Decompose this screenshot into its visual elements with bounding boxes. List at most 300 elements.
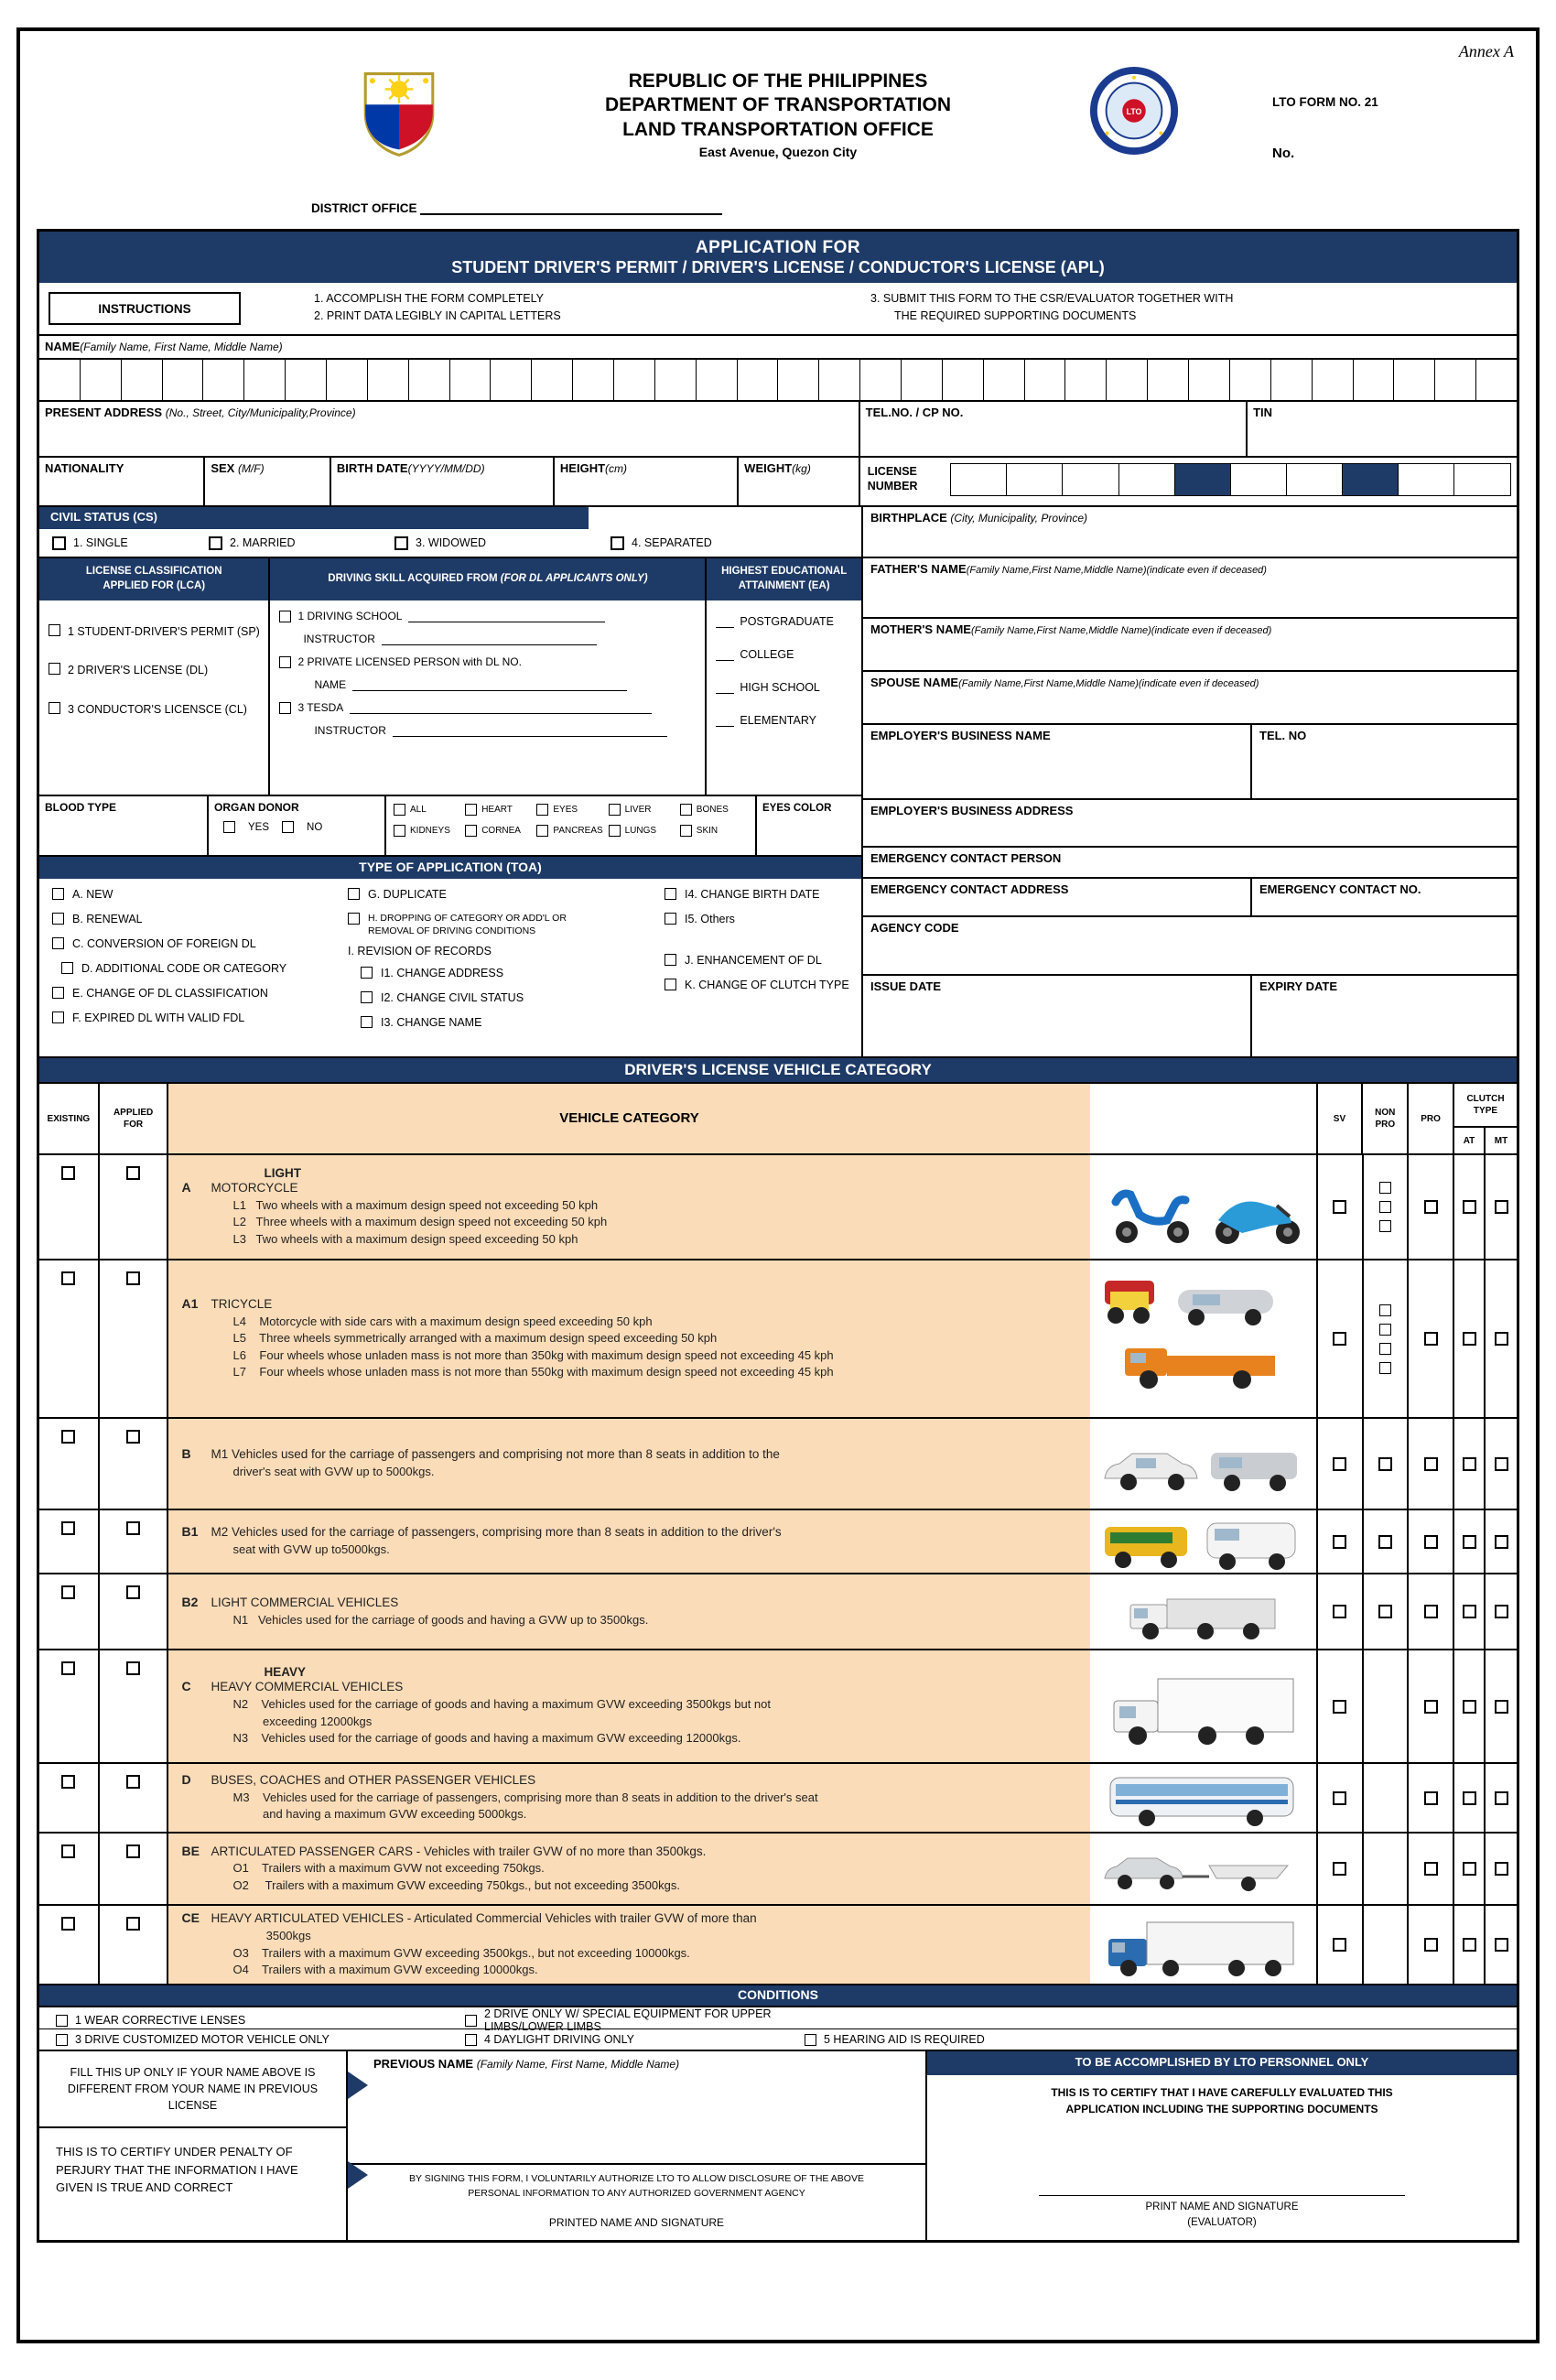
tesda-checkbox[interactable] — [279, 702, 291, 714]
sex-label: SEX — [211, 461, 235, 475]
mt-d-checkbox[interactable] — [1495, 1791, 1508, 1805]
organ-cornea-checkbox[interactable] — [465, 825, 477, 837]
widowed-checkbox[interactable] — [394, 536, 408, 550]
evaluator-label: PRINT NAME AND SIGNATURE (EVALUATOR) — [1145, 2201, 1299, 2228]
mt-be-checkbox[interactable] — [1495, 1862, 1508, 1876]
father-name-field[interactable]: FATHER'S NAME(Family Name,First Name,Middle Name)(indicate even if deceased) — [863, 557, 1517, 617]
toa-expired-dl-checkbox[interactable] — [52, 1012, 64, 1023]
sex-hint: (M/F) — [237, 462, 265, 475]
lca-option-cl: 3 CONDUCTOR'S LICENSCE (CL) — [49, 702, 263, 717]
name-label: NAME — [45, 340, 81, 353]
mt-b1-checkbox[interactable] — [1495, 1535, 1508, 1549]
driving-school-checkbox[interactable] — [279, 611, 291, 622]
pro-ce-checkbox[interactable] — [1424, 1938, 1438, 1952]
college-field[interactable] — [716, 650, 734, 661]
vehicle-category-column-header: VEHICLE CATEGORY — [168, 1084, 1089, 1153]
nonpro-a1-l6-checkbox[interactable] — [1379, 1343, 1391, 1355]
light-truck-image — [1097, 1583, 1308, 1641]
category-ce: CE HEAVY ARTICULATED VEHICLES - Articulated Commercial Vehicles with trailer GVW of more than 3500kgs O3 Trailers with a maximum GVW exceeding 3500kgs., but not exceeding 10000kgs. O4 Trailers with a maximum GVW exceeding 10000kgs. — [168, 1906, 1089, 1984]
tin-label: TIN — [1253, 406, 1273, 419]
instructions-label: INSTRUCTIONS — [49, 292, 241, 325]
lca-column — [39, 558, 270, 795]
category-a: LIGHT A MOTORCYCLE L1 Two wheels with a maximum design speed not exceeding 50 kph L2 Three wheels with a maximum design speed not exceeding 50 kph L3 Two wheels with a maximum design speed exceeding 50 kph — [168, 1155, 1089, 1259]
toa-renewal-checkbox[interactable] — [52, 913, 64, 925]
organ-eyes-checkbox[interactable] — [536, 804, 548, 816]
classification-section — [39, 558, 861, 795]
toa-dropping-checkbox[interactable] — [348, 913, 360, 925]
name-label-row — [39, 334, 1517, 358]
nonpro-a-l1-checkbox[interactable] — [1379, 1182, 1391, 1194]
at-c-checkbox[interactable] — [1463, 1700, 1476, 1714]
instructor-2-row: INSTRUCTOR — [279, 724, 697, 737]
driving-skill-body — [270, 600, 705, 737]
title-bar — [39, 232, 1517, 283]
toa-conversion-checkbox[interactable] — [52, 937, 64, 949]
vehicle-row-a1 — [39, 1259, 1517, 1417]
at-b2-checkbox[interactable] — [1463, 1605, 1476, 1618]
civil-status-options — [39, 529, 861, 558]
previous-name-hint: (Family Name, First Name, Middle Name) — [476, 2058, 680, 2071]
no-label: No. — [1272, 146, 1295, 161]
printed-name-signature-label: PRINTED NAME AND SIGNATURE — [548, 2216, 725, 2229]
conductors-license-checkbox[interactable] — [49, 702, 60, 714]
semi-trailer-image — [1097, 1911, 1308, 1979]
mt-c-checkbox[interactable] — [1495, 1700, 1508, 1714]
nonpro-a-l3-checkbox[interactable] — [1379, 1220, 1391, 1232]
toa-change-address: I1. CHANGE ADDRESS — [348, 967, 665, 979]
toa-change-civil-status: I2. CHANGE CIVIL STATUS — [348, 991, 665, 1004]
existing-a-checkbox[interactable] — [61, 1166, 75, 1180]
header-republic: REPUBLIC OF THE PHILIPPINES — [628, 70, 928, 92]
title-line-1: APPLICATION FOR — [695, 238, 861, 257]
organ-pancreas-checkbox[interactable] — [536, 825, 548, 837]
condition-1: 1 WEAR CORRECTIVE LENSES — [56, 2014, 465, 2027]
mt-ce-checkbox[interactable] — [1495, 1938, 1508, 1952]
instructions-left — [241, 283, 863, 334]
tesda-option: 3 TESDA — [279, 701, 697, 714]
blood-type-label: BLOOD TYPE — [45, 801, 117, 814]
applied-ce-checkbox[interactable] — [126, 1917, 140, 1931]
existing-d-checkbox[interactable] — [61, 1775, 75, 1789]
philippine-coat-of-arms-icon — [357, 68, 441, 161]
toa-bar: TYPE OF APPLICATION (TOA) — [39, 855, 861, 879]
tesda-field[interactable] — [350, 703, 652, 714]
existing-b2-checkbox[interactable] — [61, 1585, 75, 1599]
sv-c-checkbox[interactable] — [1333, 1700, 1346, 1714]
toa-enhancement-checkbox[interactable] — [665, 954, 676, 966]
lca-option-dl: 2 DRIVER'S LICENSE (DL) — [49, 663, 263, 677]
issue-date-field[interactable]: ISSUE DATE — [863, 976, 1252, 1058]
height-label: HEIGHT — [559, 461, 606, 475]
non-pro-column-header: NON PRO — [1363, 1084, 1409, 1153]
pro-b-checkbox[interactable] — [1424, 1457, 1438, 1471]
organ-donor-label: ORGAN DONOR — [214, 801, 299, 814]
form-body — [37, 229, 1519, 2243]
toa-change-clutch: K. CHANGE OF CLUTCH TYPE — [665, 979, 861, 991]
existing-be-checkbox[interactable] — [61, 1844, 75, 1858]
middle-two-column-area — [39, 505, 1517, 1056]
lto-personnel-bar: TO BE ACCOMPLISHED BY LTO PERSONNEL ONLY — [927, 2051, 1517, 2075]
present-address-field[interactable] — [39, 402, 860, 456]
high-school-field[interactable] — [716, 683, 734, 694]
sv-b-checkbox[interactable] — [1333, 1457, 1346, 1471]
tel-label: TEL.NO. / CP NO. — [865, 406, 964, 419]
toa-expired-dl: F. EXPIRED DL WITH VALID FDL — [52, 1012, 348, 1024]
applied-be-checkbox[interactable] — [126, 1844, 140, 1858]
nonpro-a1-l4-checkbox[interactable] — [1379, 1304, 1391, 1316]
vehicle-table-header — [39, 1082, 1517, 1153]
nonpro-a1-l5-checkbox[interactable] — [1379, 1324, 1391, 1336]
civil-status-single: 1. SINGLE — [39, 536, 209, 550]
driving-school-option: 1 DRIVING SCHOOL — [279, 610, 697, 622]
present-address-label: PRESENT ADDRESS — [45, 406, 163, 419]
toa-options — [39, 879, 861, 1060]
category-b: B M1 Vehicles used for the carriage of passengers and comprising not more than 8 seats in addition to the driver's seat with GVW up to 5000kgs. — [168, 1419, 1089, 1509]
existing-b-checkbox[interactable] — [61, 1430, 75, 1444]
vehicle-row-be — [39, 1832, 1517, 1904]
present-address-hint: (No., Street, City/Municipality,Province) — [165, 406, 356, 419]
category-a1: A1 TRICYCLE L4 Motorcycle with side cars with a maximum design speed exceeding 50 kph L5 Three wheels symmetrically arranged with a maximum design speed exceeding 50 kph L6 Four wheels whose unladen mass is not more than 350kg with maximum design speed not exceeding 45 kph L7 Four wheels whose unladen mass is not more than 550kg with maximum design speed not exceeding 45 kph — [168, 1260, 1089, 1417]
toa-change-address-checkbox[interactable] — [361, 967, 373, 979]
driving-school-field[interactable] — [408, 611, 605, 622]
lca-header: LICENSE CLASSIFICATION APPLIED FOR (LCA) — [39, 558, 268, 600]
nonpro-a1-l7-checkbox[interactable] — [1379, 1362, 1391, 1374]
name-hint: (Family Name, First Name, Middle Name) — [80, 341, 283, 353]
instruction-1: 1. ACCOMPLISH THE FORM COMPLETELY — [314, 292, 544, 305]
civil-status-married: 2. MARRIED — [209, 536, 394, 550]
nonpro-b1-checkbox[interactable] — [1378, 1535, 1392, 1549]
address-row — [39, 400, 1517, 456]
at-a-checkbox[interactable] — [1463, 1200, 1476, 1214]
bottom-left-column — [39, 2051, 348, 2240]
form-page — [16, 27, 1540, 2343]
header-office: LAND TRANSPORTATION OFFICE — [622, 118, 934, 140]
organ-kidneys-checkbox[interactable] — [394, 825, 405, 837]
organ-donor-yes-checkbox[interactable] — [223, 821, 235, 833]
sv-column-header: SV — [1318, 1084, 1364, 1153]
toa-change-birth-date: I4. CHANGE BIRTH DATE — [665, 888, 861, 901]
birthplace-hint: (City, Municipality, Province) — [950, 512, 1087, 525]
instructor-1-field[interactable] — [382, 634, 597, 645]
toa-others-checkbox[interactable] — [665, 913, 676, 925]
perjury-certification: THIS IS TO CERTIFY UNDER PENALTY OF PERJURY THAT THE INFORMATION I HAVE GIVEN IS TRUE AND CORRECT — [56, 2145, 298, 2194]
tricycle-image — [1097, 1266, 1308, 1412]
sv-a-checkbox[interactable] — [1333, 1200, 1346, 1214]
bottom-section — [39, 2050, 1517, 2240]
condition-3: 3 DRIVE CUSTOMIZED MOTOR VEHICLE ONLY — [56, 2033, 465, 2046]
fill-up-notice: FILL THIS UP ONLY IF YOUR NAME ABOVE IS DIFFERENT FROM YOUR NAME IN PREVIOUS LICENSE — [39, 2051, 346, 2128]
title-line-2: STUDENT DRIVER'S PERMIT / DRIVER'S LICENSE / CONDUCTOR'S LICENSE (APL) — [451, 258, 1105, 276]
category-c: HEAVY C HEAVY COMMERCIAL VEHICLES N2 Vehicles used for the carriage of goods and having a maximum GVW exceeding 3500kgs but not exceeding 12000kgs N3 Vehicles used for the carriage of goods and having a maximum GVW exceeding 12000kgs. — [168, 1650, 1089, 1762]
sv-d-checkbox[interactable] — [1333, 1791, 1346, 1805]
existing-a1-checkbox[interactable] — [61, 1271, 75, 1285]
arrow-right-icon — [348, 2072, 368, 2099]
pro-a-checkbox[interactable] — [1424, 1200, 1438, 1214]
category-d: D BUSES, COACHES and OTHER PASSENGER VEHICLES M3 Vehicles used for the carriage of passengers, comprising more than 8 seats in addition to the driver's seat and having a maximum GVW exceeding 5000kgs. — [168, 1764, 1089, 1832]
vehicle-row-b1 — [39, 1509, 1517, 1573]
evaluator-certification: THIS IS TO CERTIFY THAT I HAVE CAREFULLY EVALUATED THIS APPLICATION INCLUDING THE SUPPORTING DOCUMENTS — [1051, 2086, 1393, 2115]
organ-bones-checkbox[interactable] — [680, 804, 692, 816]
applied-a-checkbox[interactable] — [126, 1166, 140, 1180]
applied-b-checkbox[interactable] — [126, 1430, 140, 1444]
jeepney-van-image — [1097, 1510, 1308, 1573]
sv-ce-checkbox[interactable] — [1333, 1938, 1346, 1952]
sex-field[interactable] — [205, 458, 331, 505]
instructor-1-row: INSTRUCTOR — [279, 633, 697, 645]
applied-c-checkbox[interactable] — [126, 1661, 140, 1675]
education-body — [707, 600, 861, 727]
sv-a1-checkbox[interactable] — [1333, 1332, 1346, 1346]
private-person-name-row: NAME — [279, 678, 697, 691]
category-be: BE ARTICULATED PASSENGER CARS - Vehicles with trailer GVW of no more than 3500kgs. O1 Trailers with a maximum GVW not exceeding 750kgs. O2 Trailers with a maximum GVW exceeding 750kgs., but not exceeding 3500kgs. — [168, 1834, 1089, 1904]
license-number-field — [860, 458, 1517, 505]
weight-hint: (kg) — [792, 462, 811, 475]
employer-address-field[interactable]: EMPLOYER'S BUSINESS ADDRESS — [863, 798, 1517, 846]
condition-2-checkbox[interactable] — [465, 2015, 477, 2027]
instructions-right — [863, 283, 1517, 334]
toa-new: A. NEW — [52, 888, 348, 901]
authorization-notice: BY SIGNING THIS FORM, I VOLUNTARILY AUTHORIZE LTO TO ALLOW DISCLOSURE OF THE ABOVE PERSONAL INFORMATION TO ANY AUTHORIZED GOVERNMENT AGENCY — [348, 2163, 925, 2209]
nonpro-a-l2-checkbox[interactable] — [1379, 1201, 1391, 1213]
left-column — [39, 507, 863, 1056]
nonpro-b-checkbox[interactable] — [1378, 1457, 1392, 1471]
instructor-2-field[interactable] — [393, 726, 667, 737]
blood-organ-row — [39, 795, 861, 855]
at-column-header: AT — [1454, 1128, 1486, 1153]
toa-conversion: C. CONVERSION OF FOREIGN DL — [52, 937, 348, 950]
motorcycle-image — [1097, 1163, 1308, 1250]
applied-for-column-header: APPLIED FOR — [100, 1084, 169, 1153]
svg-text:LTO: LTO — [1126, 106, 1142, 116]
previous-name-field[interactable] — [348, 2051, 925, 2163]
birth-date-label: BIRTH DATE — [336, 461, 408, 475]
expiry-date-field[interactable]: EXPIRY DATE — [1259, 979, 1338, 993]
organ-donor-no-checkbox[interactable] — [282, 821, 294, 833]
vehicle-category-title: DRIVER'S LICENSE VEHICLE CATEGORY — [39, 1056, 1517, 1082]
at-a1-checkbox[interactable] — [1463, 1332, 1476, 1346]
toa-change-birth-date-checkbox[interactable] — [665, 888, 676, 900]
elementary-field[interactable] — [716, 716, 734, 727]
toa-others: I5. Others — [665, 913, 861, 925]
box-truck-image — [1097, 1661, 1308, 1752]
private-person-checkbox[interactable] — [279, 656, 291, 668]
passenger-car-image — [1097, 1427, 1308, 1500]
organ-liver-checkbox[interactable] — [609, 804, 621, 816]
civil-status-separated: 4. SEPARATED — [611, 536, 861, 550]
organs-cell: ALL HEART EYES LIVER BONES KIDNEYS CORNEA PANCREAS LUNGS SKIN — [386, 796, 757, 855]
agency-code-field[interactable]: AGENCY CODE — [863, 915, 1517, 974]
toa-change-classification-checkbox[interactable] — [52, 987, 64, 999]
district-office-field[interactable] — [420, 203, 722, 215]
postgraduate-field[interactable] — [716, 617, 734, 628]
mt-column-header: MT — [1494, 1135, 1508, 1146]
drivers-license-checkbox[interactable] — [49, 663, 60, 675]
weight-field[interactable] — [739, 458, 860, 505]
existing-b1-checkbox[interactable] — [61, 1521, 75, 1535]
annex-label: Annex A — [1458, 42, 1514, 60]
height-hint: (cm) — [605, 462, 628, 475]
header-address: East Avenue, Quezon City — [698, 144, 858, 159]
student-permit-checkbox[interactable] — [49, 624, 60, 636]
condition-5: 5 HEARING AID IS REQUIRED — [805, 2033, 1517, 2046]
right-column — [863, 507, 1517, 1056]
toa-change-name-checkbox[interactable] — [361, 1016, 373, 1028]
height-field[interactable] — [555, 458, 739, 505]
at-d-checkbox[interactable] — [1463, 1791, 1476, 1805]
nonpro-b2-checkbox[interactable] — [1378, 1605, 1392, 1618]
pro-column-header: PRO — [1409, 1084, 1454, 1153]
emergency-person-field[interactable]: EMERGENCY CONTACT PERSON — [863, 846, 1517, 877]
category-b1: B1 M2 Vehicles used for the carriage of passengers, comprising more than 8 seats in addition to the driver's seat with GVW up to5000kgs. — [168, 1510, 1089, 1573]
lto-seal-icon — [1089, 66, 1179, 156]
organ-heart-checkbox[interactable] — [465, 804, 477, 816]
education-column — [707, 558, 861, 795]
spouse-name-field[interactable]: SPOUSE NAME(Family Name,First Name,Middle Name)(indicate even if deceased) — [863, 670, 1517, 723]
vehicle-row-b2 — [39, 1573, 1517, 1649]
ea-elementary: ELEMENTARY — [716, 714, 858, 727]
header-department: DEPARTMENT OF TRANSPORTATION — [605, 94, 951, 116]
existing-c-checkbox[interactable] — [61, 1661, 75, 1675]
organ-all-checkbox[interactable] — [394, 804, 405, 816]
pro-d-checkbox[interactable] — [1424, 1791, 1438, 1805]
toa-change-name: I3. CHANGE NAME — [348, 1016, 665, 1029]
emergency-row — [863, 877, 1517, 915]
condition-5-checkbox[interactable] — [805, 2034, 816, 2046]
sv-b1-checkbox[interactable] — [1333, 1535, 1346, 1549]
toa-dropping: H. DROPPING OF CATEGORY OR ADD'L OR REMOVAL OF DRIVING CONDITIONS — [348, 913, 665, 937]
applied-d-checkbox[interactable] — [126, 1775, 140, 1789]
single-checkbox[interactable] — [52, 536, 66, 550]
conditions-options — [39, 2006, 1517, 2050]
instruction-3b: THE REQUIRED SUPPORTING DOCUMENTS — [894, 308, 1137, 322]
vehicle-row-ce — [39, 1904, 1517, 1984]
emergency-address-field[interactable]: EMERGENCY CONTACT ADDRESS — [863, 879, 1252, 915]
applied-b1-checkbox[interactable] — [126, 1521, 140, 1535]
at-b-checkbox[interactable] — [1463, 1457, 1476, 1471]
toa-change-classification: E. CHANGE OF DL CLASSIFICATION — [52, 987, 348, 1000]
married-checkbox[interactable] — [209, 536, 222, 550]
at-b1-checkbox[interactable] — [1463, 1535, 1476, 1549]
arrow-right-icon — [348, 2161, 368, 2189]
separated-checkbox[interactable] — [611, 536, 624, 550]
ea-college: COLLEGE — [716, 648, 858, 661]
employer-tel-field[interactable]: TEL. NO — [1259, 729, 1307, 742]
civil-status-widowed: 3. WIDOWED — [394, 536, 611, 550]
existing-column-header: EXISTING — [39, 1084, 100, 1153]
vehicle-image-column-header — [1090, 1084, 1318, 1153]
weight-label: WEIGHT — [744, 461, 793, 475]
bottom-right-column — [927, 2051, 1517, 2240]
mt-b-checkbox[interactable] — [1495, 1457, 1508, 1471]
private-person-option: 2 PRIVATE LICENSED PERSON with DL NO. — [279, 655, 697, 668]
education-header: HIGHEST EDUCATIONAL ATTAINMENT (EA) — [707, 558, 861, 600]
pro-c-checkbox[interactable] — [1424, 1700, 1438, 1714]
toa-duplicate-checkbox[interactable] — [348, 888, 360, 900]
private-person-name-field[interactable] — [352, 680, 627, 691]
license-number-cells[interactable] — [952, 463, 1511, 496]
instruction-3: 3. SUBMIT THIS FORM TO THE CSR/EVALUATOR TOGETHER WITH — [870, 292, 1234, 305]
condition-3-checkbox[interactable] — [56, 2034, 68, 2046]
driving-skill-header: DRIVING SKILL ACQUIRED FROM (FOR DL APPLICANTS ONLY) — [270, 558, 705, 600]
issue-expiry-row — [863, 974, 1517, 1058]
condition-4-checkbox[interactable] — [465, 2034, 477, 2046]
category-b2: B2 LIGHT COMMERCIAL VEHICLES N1 Vehicles used for the carriage of goods and having a GVW up to 3500kgs. — [168, 1574, 1089, 1649]
birth-date-field[interactable] — [331, 458, 555, 505]
civil-status-label: CIVIL STATUS (CS) — [39, 507, 589, 529]
existing-ce-checkbox[interactable] — [61, 1917, 75, 1931]
birthplace-field[interactable] — [863, 507, 1517, 557]
employer-name-field[interactable]: EMPLOYER'S BUSINESS NAME — [863, 725, 1252, 798]
clutch-type-column-header: CLUTCH TYPE AT MT — [1454, 1084, 1517, 1153]
license-number-label: LICENSE NUMBER — [867, 465, 918, 492]
mt-b2-checkbox[interactable] — [1495, 1605, 1508, 1618]
instructions-row — [39, 283, 1517, 334]
toa-additional-code: D. ADDITIONAL CODE OR CATEGORY — [52, 962, 348, 975]
toa-change-civil-status-checkbox[interactable] — [361, 991, 373, 1003]
pro-b1-checkbox[interactable] — [1424, 1535, 1438, 1549]
pro-a1-checkbox[interactable] — [1424, 1332, 1438, 1346]
mt-a1-checkbox[interactable] — [1495, 1332, 1508, 1346]
organ-skin-checkbox[interactable] — [680, 825, 692, 837]
tel-field[interactable] — [860, 402, 1248, 456]
district-office-label: DISTRICT OFFICE — [311, 201, 417, 215]
mt-a-checkbox[interactable] — [1495, 1200, 1508, 1214]
applied-a1-checkbox[interactable] — [126, 1271, 140, 1285]
personal-row — [39, 456, 1517, 505]
pro-b2-checkbox[interactable] — [1424, 1605, 1438, 1618]
vehicle-row-a — [39, 1153, 1517, 1259]
condition-1-checkbox[interactable] — [56, 2015, 68, 2027]
name-character-cells[interactable] — [39, 358, 1517, 400]
form-header — [37, 64, 1519, 201]
ea-postgraduate: POSTGRADUATE — [716, 615, 858, 628]
mother-name-field[interactable]: MOTHER'S NAME(Family Name,First Name,Middle Name)(indicate even if deceased) — [863, 617, 1517, 670]
blood-type-field[interactable] — [39, 796, 209, 855]
district-office-row — [37, 201, 1519, 229]
organ-donor-cell: ORGAN DONOR YES NO — [209, 796, 386, 855]
sv-be-checkbox[interactable] — [1333, 1862, 1346, 1876]
toa-renewal: B. RENEWAL — [52, 913, 348, 925]
toa-duplicate: G. DUPLICATE — [348, 888, 665, 901]
eyes-color-label: EYES COLOR — [762, 803, 832, 814]
applied-b2-checkbox[interactable] — [126, 1585, 140, 1599]
car-trailer-image — [1097, 1840, 1308, 1899]
organ-lungs-checkbox[interactable] — [609, 825, 621, 837]
toa-revision-label: I. REVISION OF RECORDS — [348, 945, 492, 958]
emergency-no-field[interactable]: EMERGENCY CONTACT NO. — [1259, 882, 1421, 896]
toa-change-clutch-checkbox[interactable] — [665, 979, 676, 990]
sv-b2-checkbox[interactable] — [1333, 1605, 1346, 1618]
toa-new-checkbox[interactable] — [52, 888, 64, 900]
condition-2: 2 DRIVE ONLY W/ SPECIAL EQUIPMENT FOR UPPER LIMBS/LOWER LIMBS — [465, 2007, 805, 2033]
lca-option-sp: 1 STUDENT-DRIVER'S PERMIT (SP) — [49, 624, 263, 639]
toa-enhancement: J. ENHANCEMENT OF DL — [665, 954, 861, 967]
previous-name-label: PREVIOUS NAME — [373, 2057, 474, 2071]
lto-form-no: LTO FORM NO. 21 — [1272, 95, 1378, 109]
vehicle-row-b — [39, 1417, 1517, 1509]
birth-date-hint: (YYYY/MM/DD) — [407, 462, 485, 475]
nationality-field[interactable] — [39, 458, 205, 505]
at-ce-checkbox[interactable] — [1463, 1938, 1476, 1952]
tin-field[interactable] — [1248, 402, 1517, 456]
employer-row — [863, 723, 1517, 798]
at-be-checkbox[interactable] — [1463, 1862, 1476, 1876]
ea-high-school: HIGH SCHOOL — [716, 681, 858, 694]
pro-be-checkbox[interactable] — [1424, 1862, 1438, 1876]
toa-additional-code-checkbox[interactable] — [61, 962, 73, 974]
eyes-color-field[interactable] — [757, 796, 861, 855]
bus-image — [1097, 1769, 1308, 1827]
